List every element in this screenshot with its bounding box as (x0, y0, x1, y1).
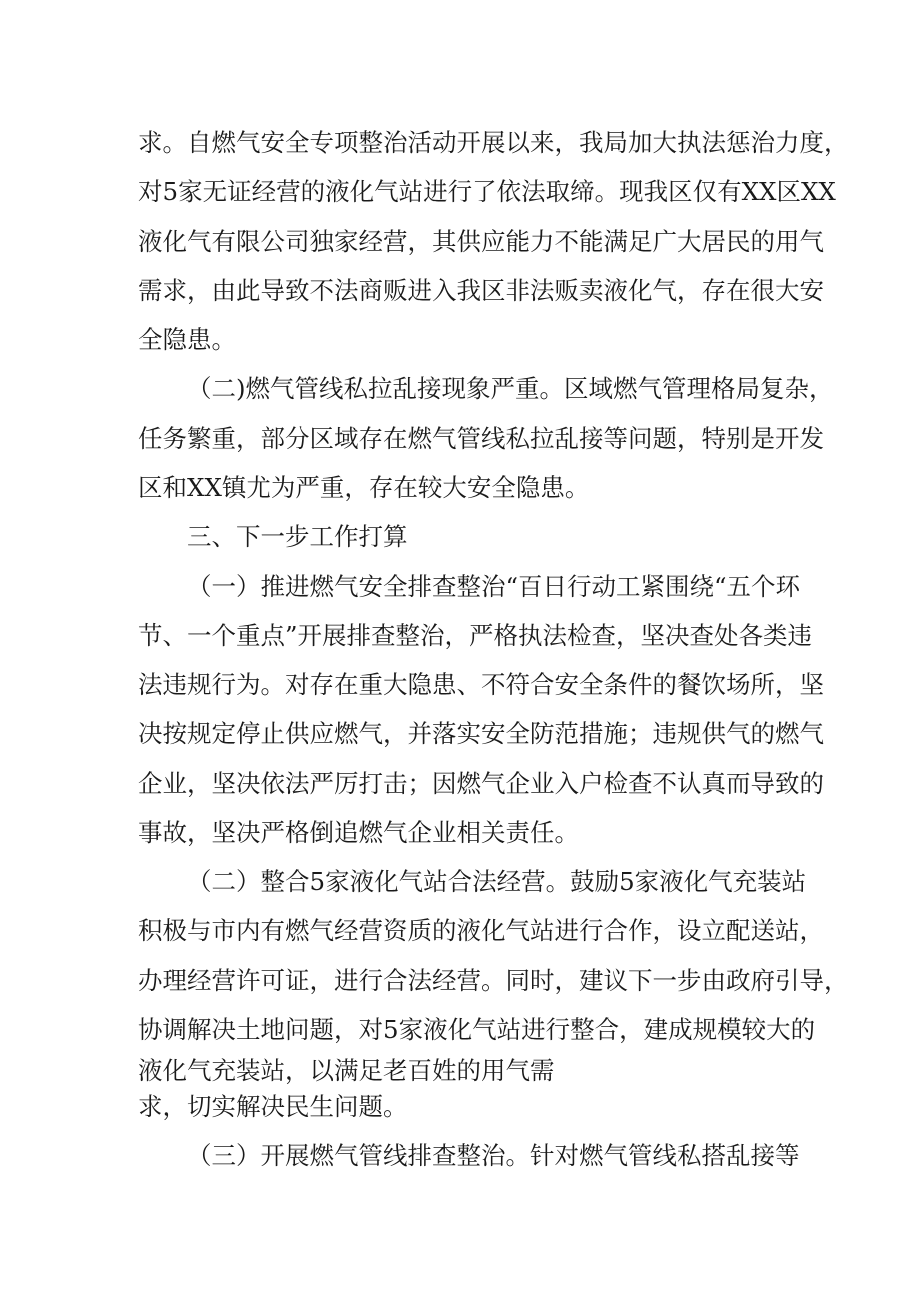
text-line: 区和XX镇尤为严重，存在较大安全隐患。 (138, 473, 590, 502)
paragraph-heading-line: （二)燃气管线私拉乱接现象严重。区域燃气管理格局复杂， (187, 374, 834, 403)
text-line: 企业，坚决依法严厉打击；因燃气企业入户检查不认真而导致的 (138, 769, 824, 798)
text-line: 需求，由此导致不法商贩进入我区非法贩卖液化气，存在很大安 (138, 276, 824, 305)
section-heading: 三、下一步工作打算 (187, 522, 408, 551)
text-line: 任务繁重，部分区域存在燃气管线私拉乱接等问题，特别是开发 (138, 424, 824, 453)
text-line: 求，切实解决民生问题。 (138, 1092, 408, 1121)
text-line: 液化气充装站，以满足老百姓的用气需 (138, 1056, 555, 1085)
text-line: 协调解决土地问题，对5家液化气站进行整合，建成规模较大的 (138, 1015, 816, 1044)
text-line: 决按规定停止供应燃气，并落实安全防范措施；违规供气的燃气 (138, 719, 824, 748)
text-line: 节、一个重点”开展排查整治，严格执法检查，坚决查处各类违 (138, 621, 813, 650)
text-line: 液化气有限公司独家经营，其供应能力不能满足广大居民的用气 (138, 227, 824, 256)
text-line: 事故，坚决严格倒追燃气企业相关责任。 (138, 818, 579, 847)
paragraph-heading-line: （三）开展燃气管线排查整治。针对燃气管线私搭乱接等 (187, 1141, 800, 1170)
text-line: 办理经营许可证，进行合法经营。同时，建议下一步由政府引导， (138, 966, 849, 995)
text-line: 法违规行为。对存在重大隐患、不符合安全条件的餐饮场所，坚 (138, 670, 824, 699)
text-line: 对5家无证经营的液化气站进行了依法取缔。现我区仅有XX区XX (138, 177, 836, 206)
text-line: 全隐患。 (138, 325, 236, 354)
paragraph-heading-line: （二）整合5家液化气站合法经营。鼓励5家液化气充装站 (187, 867, 807, 896)
text-line: 积极与市内有燃气经营资质的液化气站进行合作，设立配送站， (138, 916, 824, 945)
text-line: 求。自燃气安全专项整治活动开展以来，我局加大执法惩治力度， (138, 128, 849, 157)
paragraph-heading-line: （一）推进燃气安全排查整治“百日行动工紧围绕“五个环 (187, 572, 801, 601)
